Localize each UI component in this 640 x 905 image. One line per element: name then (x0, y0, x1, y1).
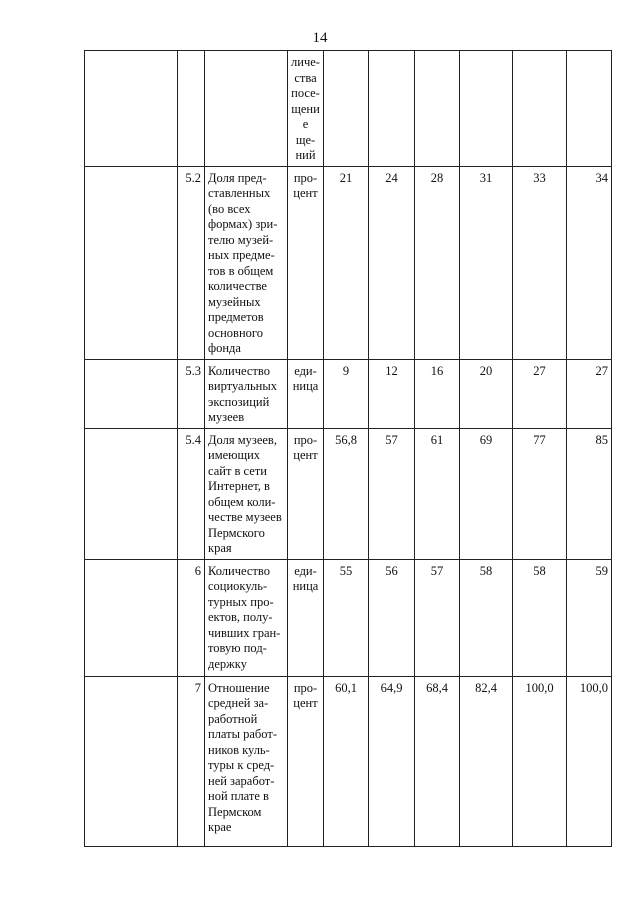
value-cell (567, 51, 612, 167)
unit-cell: про- цент (288, 166, 324, 359)
indicator-name-cell: Отношение средней за- работной платы работ- ников куль- туры к сред- ней заработ- ной плате в Пермском крае (205, 676, 288, 846)
value-cell (460, 51, 513, 167)
empty-cell (85, 359, 178, 428)
table-row (85, 559, 612, 676)
value-cell: 82,4 (460, 676, 513, 846)
value-cell: 85 (567, 428, 612, 559)
value-cell: 100,0 (567, 676, 612, 846)
indicator-name-cell: Доля музеев, имеющих сайт в сети Интернет, в общем коли- честве музеев Пермского края (205, 428, 288, 559)
value-cell: 9 (324, 359, 369, 428)
value-cell: 60,1 (324, 676, 369, 846)
value-cell: 20 (460, 359, 513, 428)
value-cell: 58 (513, 559, 567, 676)
value-cell: 100,0 (513, 676, 567, 846)
value-cell: 57 (369, 428, 415, 559)
row-number-cell: 5.4 (178, 428, 205, 559)
unit-cell: еди- ница (288, 559, 324, 676)
value-cell (415, 51, 460, 167)
value-cell: 58 (460, 559, 513, 676)
value-cell (369, 51, 415, 167)
value-cell: 12 (369, 359, 415, 428)
table-row (85, 166, 612, 359)
row-number-cell (178, 51, 205, 167)
value-cell: 69 (460, 428, 513, 559)
value-cell: 56 (369, 559, 415, 676)
indicator-name-cell: Доля пред- ставленных (во всех формах) зри- телю музей- ных предме- тов в общем количестве музейных предметов основного фонда (205, 166, 288, 359)
table-row (85, 428, 612, 559)
unit-cell: личе- ства посе- щение ще- ний (288, 51, 324, 167)
page-number: 14 (312, 30, 328, 46)
value-cell: 56,8 (324, 428, 369, 559)
value-cell: 21 (324, 166, 369, 359)
value-cell: 57 (415, 559, 460, 676)
value-cell (324, 51, 369, 167)
value-cell: 33 (513, 166, 567, 359)
value-cell: 77 (513, 428, 567, 559)
empty-cell (85, 428, 178, 559)
indicator-name-cell: Количество виртуальных экспозиций музеев (205, 359, 288, 428)
value-cell (513, 51, 567, 167)
row-number-cell: 7 (178, 676, 205, 846)
row-number-cell: 6 (178, 559, 205, 676)
value-cell: 59 (567, 559, 612, 676)
value-cell: 55 (324, 559, 369, 676)
value-cell: 24 (369, 166, 415, 359)
indicator-name-cell: Количество социокуль- турных про- ектов, полу- чивших гран- товую под- держку (205, 559, 288, 676)
value-cell: 64,9 (369, 676, 415, 846)
unit-cell: еди- ница (288, 359, 324, 428)
row-number-cell: 5.2 (178, 166, 205, 359)
table-row (85, 359, 612, 428)
value-cell: 34 (567, 166, 612, 359)
indicators-table (84, 50, 612, 847)
indicator-name-cell (205, 51, 288, 167)
empty-cell (85, 676, 178, 846)
empty-cell (85, 559, 178, 676)
value-cell: 31 (460, 166, 513, 359)
value-cell: 27 (513, 359, 567, 428)
value-cell: 68,4 (415, 676, 460, 846)
unit-cell: про- цент (288, 428, 324, 559)
table-row (85, 676, 612, 846)
value-cell: 27 (567, 359, 612, 428)
row-number-cell: 5.3 (178, 359, 205, 428)
table-row (85, 51, 612, 167)
value-cell: 61 (415, 428, 460, 559)
unit-cell: про- цент (288, 676, 324, 846)
empty-cell (85, 166, 178, 359)
value-cell: 28 (415, 166, 460, 359)
empty-cell (85, 51, 178, 167)
value-cell: 16 (415, 359, 460, 428)
